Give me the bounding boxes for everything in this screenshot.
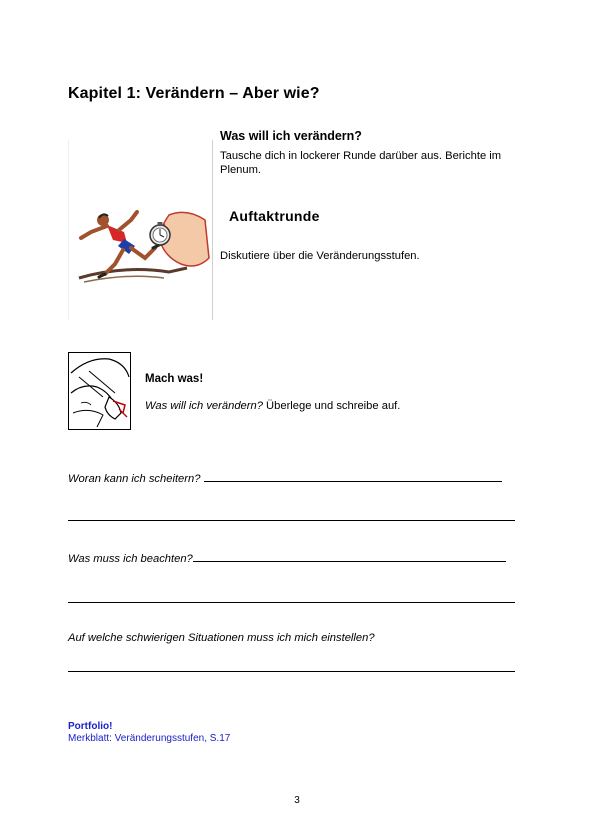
sprinter-stopwatch-icon	[69, 140, 212, 320]
mach-was-rest: Überlege und schreibe auf.	[262, 400, 401, 412]
question-text: Tausche dich in lockerer Runde darüber aus. Berichte im Plenum.	[220, 150, 502, 176]
hand-writing-drawing	[69, 353, 130, 429]
answer-line-beachten[interactable]	[193, 549, 506, 562]
auftaktrunde-label: Auftaktrunde	[229, 208, 320, 224]
prompt-beachten: Was muss ich beachten?	[68, 553, 193, 565]
prompt-scheitern: Woran kann ich scheitern?	[68, 473, 204, 485]
merkblatt-reference: Merkblatt: Veränderungsstufen, S.17	[68, 733, 231, 744]
page-number: 3	[294, 795, 300, 806]
prompt-situationen: Auf welche schwierigen Situationen muss ich mich einstellen?	[68, 632, 375, 644]
answer-line-situationen[interactable]	[68, 671, 515, 672]
mach-was-italic: Was will ich verändern?	[145, 400, 263, 412]
diskutiere-text: Diskutiere über die Veränderungsstufen.	[220, 250, 420, 262]
mach-was-heading: Mach was!	[145, 373, 204, 385]
hand-writing-icon	[68, 352, 131, 430]
answer-line-scheitern[interactable]	[204, 469, 502, 482]
portfolio-label: Portfolio!	[68, 721, 113, 732]
mach-was-text	[145, 400, 400, 412]
prompt-beachten-row	[68, 549, 506, 565]
answer-line-scheitern-2[interactable]	[68, 520, 515, 521]
prompt-situationen-row	[68, 632, 375, 644]
question-heading: Was will ich verändern?	[220, 129, 362, 143]
answer-line-beachten-2[interactable]	[68, 602, 515, 603]
prompt-scheitern-row	[68, 469, 502, 485]
sprinter-stopwatch-illustration	[68, 140, 213, 320]
page-title: Kapitel 1: Verändern – Aber wie?	[68, 85, 320, 102]
